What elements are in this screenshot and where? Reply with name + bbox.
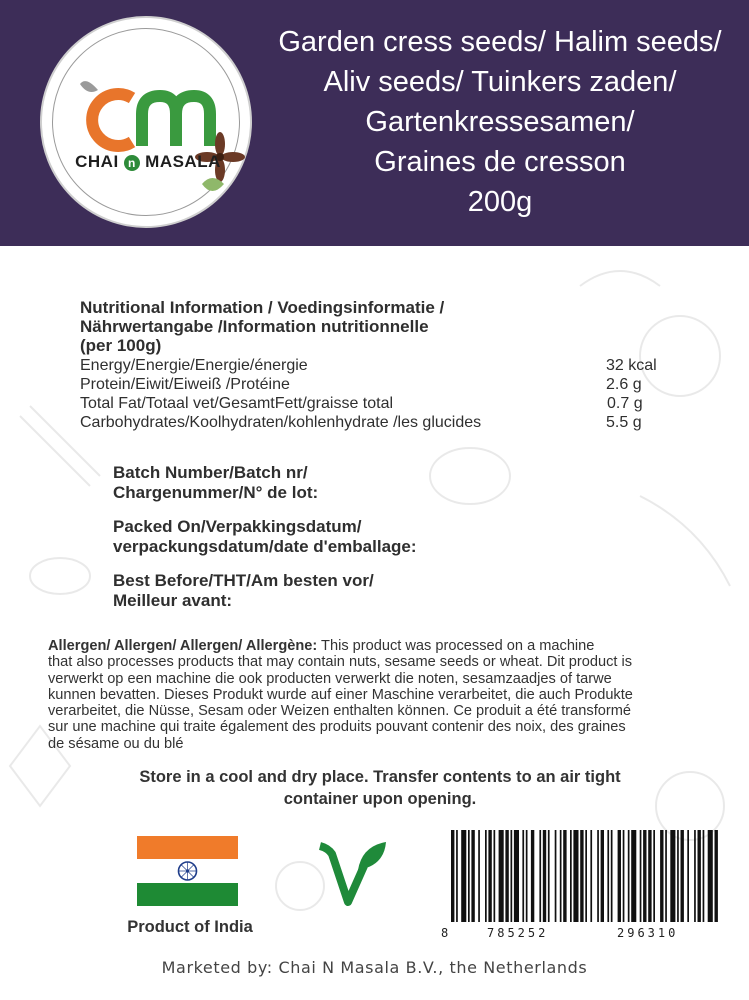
brand-name-part1: CHAI	[75, 152, 119, 171]
batch-number-line-2: Chargenummer/N° de lot:	[113, 483, 319, 502]
packed-on-field	[113, 517, 417, 557]
nutrition-row-carbs-value: 5.5 g	[606, 414, 642, 431]
barcode-digit-left: 8	[441, 926, 449, 940]
best-before-line-1: Best Before/THT/Am besten vor/	[113, 571, 374, 590]
product-origin: Product of India	[127, 918, 253, 936]
header-banner	[0, 0, 749, 246]
nutrition-row-protein-value: 2.6 g	[606, 376, 642, 393]
brand-name-part2: MASALA	[145, 152, 221, 171]
title-weight: 200g	[467, 186, 533, 218]
title-line-4: Graines de cresson	[374, 146, 626, 178]
allergen-line-1: This product was processed on a machine	[317, 638, 595, 654]
nutrition-row-energy-value: 32 kcal	[606, 357, 657, 374]
vegan-v-icon	[318, 840, 388, 920]
storage-line-1: Store in a cool and dry place. Transfer contents to an air tight	[139, 768, 621, 786]
brand-name-n: n	[124, 155, 140, 171]
nutrition-heading-line-1: Nutritional Information / Voedingsinformatie /	[80, 298, 445, 317]
allergen-line-4: kunnen bevatten. Dieses Produkt wurde auf einer Maschine verarbeitet, die auch Produkte	[48, 686, 633, 703]
nutrition-row-protein-label: Protein/Eiwit/Eiweiß /Protéine	[80, 376, 290, 393]
nutrition-heading-line-3: (per 100g)	[80, 336, 162, 355]
allergen-label: Allergen/ Allergen/ Allergen/ Allergène:	[48, 638, 318, 654]
brand-name	[42, 152, 254, 172]
packed-on-line-2: verpackungsdatum/date d'emballage:	[113, 537, 417, 556]
marketed-by-footer: Marketed by: Chai N Masala B.V., the Netherlands	[161, 958, 588, 977]
allergen-line-2: that also processes products that may contain nuts, sesame seeds or wheat. Dit product is	[48, 654, 633, 671]
barcode-bars-icon	[437, 830, 729, 932]
allergen-statement	[48, 638, 713, 752]
title-line-1: Garden cress seeds/ Halim seeds/	[278, 26, 722, 58]
title-line-2: Aliv seeds/ Tuinkers zaden/	[323, 66, 677, 98]
nutrition-heading	[80, 298, 444, 355]
packed-on-line-1: Packed On/Verpakkingsdatum/	[113, 517, 362, 536]
nutrition-row-fat-value: 0.7 g	[607, 395, 643, 412]
brand-logo	[40, 16, 252, 228]
best-before-line-2: Meilleur avant:	[113, 591, 233, 610]
allergen-line-6: sur une machine qui traite également des produits pouvant contenir des noix, des graines	[48, 719, 626, 736]
storage-line-2: container upon opening.	[283, 790, 477, 808]
product-barcode	[437, 830, 729, 950]
nutrition-row-energy-label: Energy/Energie/Energie/énergie	[80, 357, 308, 374]
india-flag-icon	[137, 836, 238, 906]
title-line-3: Gartenkressesamen/	[365, 106, 635, 138]
allergen-line-7: de sésame ou du blé	[48, 735, 184, 752]
allergen-line-3: verwerkt op een machine die ook producten verwerkt die noten, sesamzaadjes of tarwe	[48, 670, 612, 687]
batch-number-line-1: Batch Number/Batch nr/	[113, 463, 308, 482]
nutrition-row-fat-label: Total Fat/Totaal vet/GesamtFett/graisse total	[80, 395, 394, 412]
nutrition-row-carbs-label: Carbohydrates/Koolhydraten/kohlenhydrate /les glucides	[80, 414, 482, 431]
batch-number-field	[113, 463, 318, 503]
allergen-line-5: verarbeitet, die Nüsse, Sesam oder Weizen enthalten können. Ce produit a été transformé	[48, 703, 631, 720]
storage-instructions	[60, 766, 700, 810]
product-title	[255, 22, 745, 222]
label-content	[0, 246, 749, 1000]
barcode-digits-middle: 785252	[487, 926, 549, 940]
barcode-digits-right: 296310	[617, 926, 679, 940]
best-before-field	[113, 571, 374, 611]
nutrition-heading-line-2: Nährwertangabe /Information nutritionnelle	[80, 317, 429, 336]
